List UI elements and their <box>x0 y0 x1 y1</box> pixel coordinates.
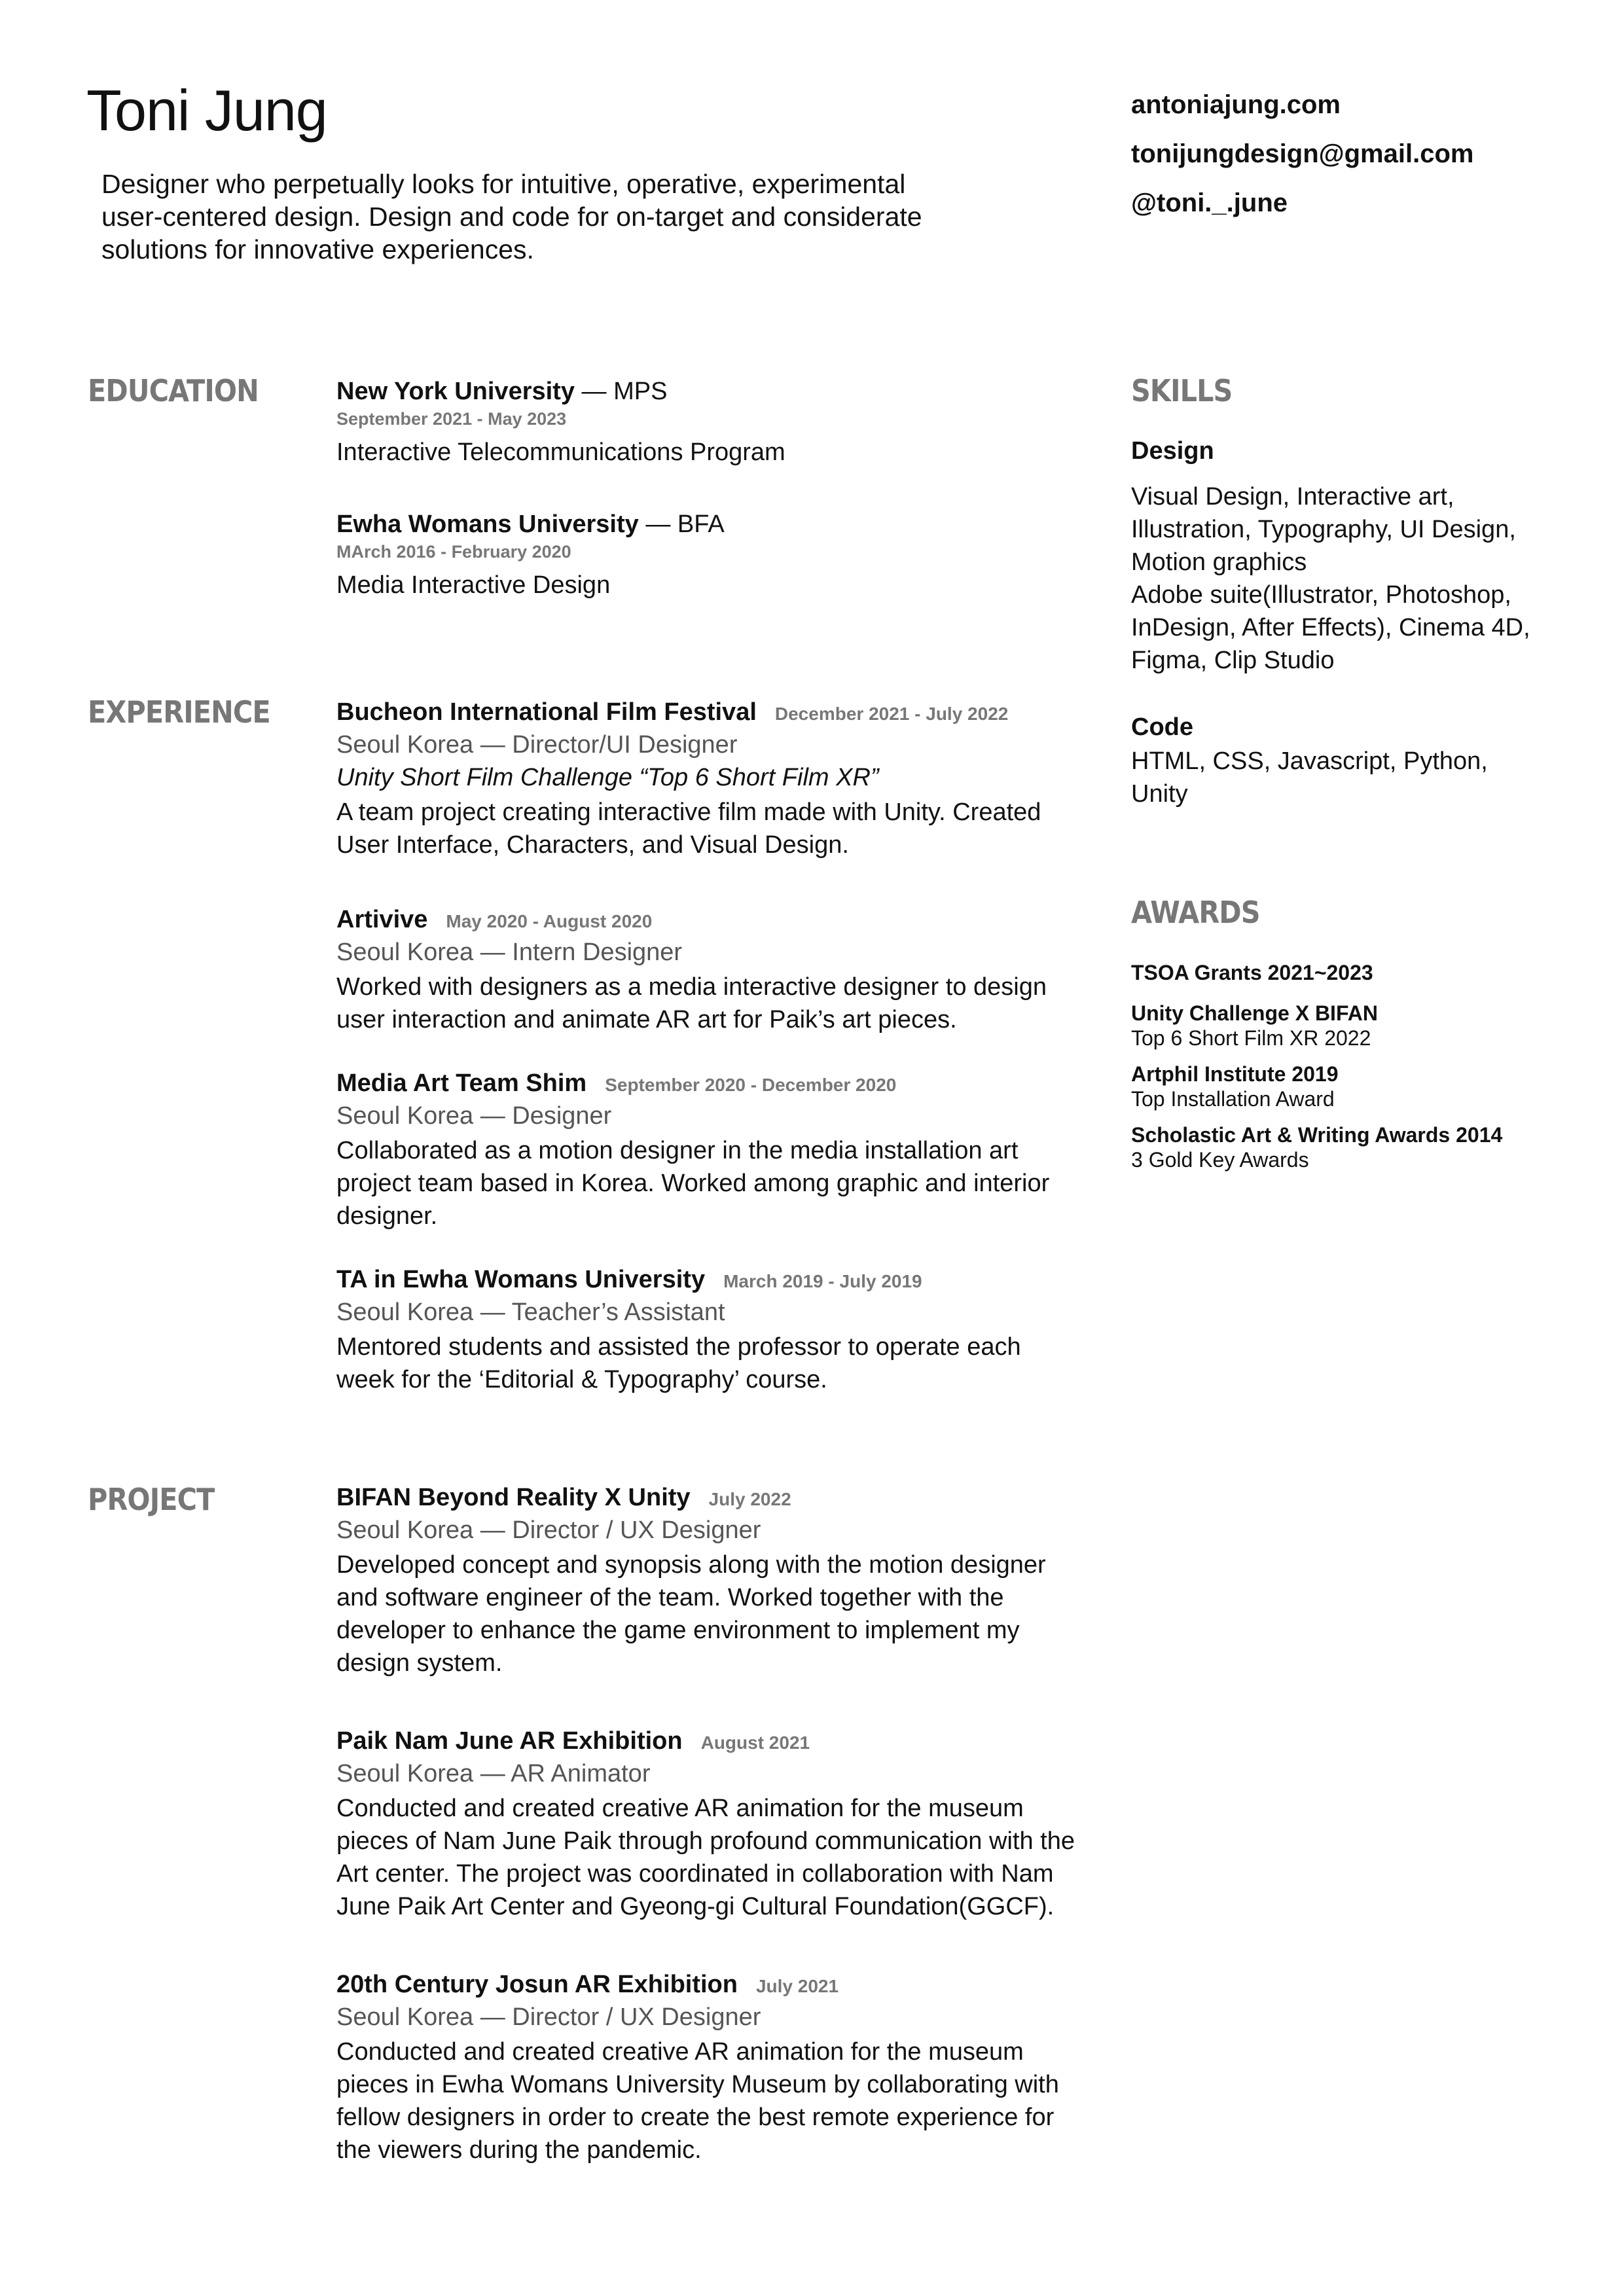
summary-line: user-centered design. Design and code for on-target and considerate <box>101 202 922 232</box>
project-item-title <box>336 1727 810 1755</box>
email-link[interactable]: tonijungdesign@gmail.com <box>1131 139 1474 168</box>
experience-dates: March 2019 - July 2019 <box>723 1271 922 1291</box>
experience-description <box>336 971 1047 1036</box>
project-dates: July 2022 <box>708 1489 791 1509</box>
education-program: Interactive Telecommunications Program <box>336 439 785 466</box>
project-description <box>336 1792 1075 1923</box>
description-line: User Interface, Characters, and Visual Design. <box>336 831 849 859</box>
skills-code-label: Code <box>1131 713 1193 741</box>
project-name: Paik Nam June AR Exhibition <box>336 1727 683 1755</box>
role-org: Bucheon International Film Festival <box>336 698 757 726</box>
project-description <box>336 2036 1059 2166</box>
experience-note: Unity Short Film Challenge “Top 6 Short Film XR” <box>336 764 879 791</box>
education-dates: MArch 2016 - February 2020 <box>336 542 571 562</box>
award-title: Artphil Institute 2019 <box>1131 1062 1339 1086</box>
description-line: pieces of Nam June Paik through profound communication with the <box>336 1827 1075 1855</box>
education-heading: EDUCATION <box>88 373 259 408</box>
description-line: Collaborated as a motion designer in the media installation art <box>336 1137 1019 1164</box>
social-handle-link[interactable]: @toni._.june <box>1131 188 1288 217</box>
award-title: TSOA Grants 2021~2023 <box>1131 961 1373 984</box>
summary-line: Designer who perpetually looks for intuitive, operative, experimental <box>101 169 906 199</box>
description-line: developer to enhance the game environment to implement my <box>336 1617 1020 1644</box>
experience-subtitle: Seoul Korea — Designer <box>336 1102 612 1130</box>
skill-line: Unity <box>1131 780 1188 808</box>
summary <box>101 168 1031 266</box>
project-dates: August 2021 <box>700 1732 810 1753</box>
experience-item-title <box>336 1266 922 1294</box>
project-subtitle: Seoul Korea — Director / UX Designer <box>336 1516 761 1544</box>
experience-item-title <box>336 1069 896 1098</box>
description-line: user interaction and animate AR art for Paik’s art pieces. <box>336 1006 957 1033</box>
description-line: designer. <box>336 1202 438 1230</box>
description-line: Developed concept and synopsis along with the motion designer <box>336 1551 1046 1579</box>
skill-line: Visual Design, Interactive art, <box>1131 483 1454 511</box>
school-name: Ewha Womans University <box>336 511 639 538</box>
skill-line: InDesign, After Effects), Cinema 4D, <box>1131 614 1530 641</box>
project-subtitle: Seoul Korea — Director / UX Designer <box>336 2003 761 2031</box>
skills-design-label: Design <box>1131 437 1214 465</box>
website-link[interactable]: antoniajung.com <box>1131 90 1341 119</box>
education-item-title <box>336 378 667 406</box>
degree: — MPS <box>574 378 668 405</box>
experience-subtitle: Seoul Korea — Teacher’s Assistant <box>336 1299 725 1326</box>
skills-heading: SKILLS <box>1131 373 1233 408</box>
description-line: Mentored students and assisted the professor to operate each <box>336 1333 1021 1361</box>
project-item-title <box>336 1484 791 1512</box>
project-name: 20th Century Josun AR Exhibition <box>336 1971 738 1998</box>
skill-line: Adobe suite(Illustrator, Photoshop, <box>1131 581 1511 609</box>
experience-description <box>336 1134 1049 1232</box>
project-name: BIFAN Beyond Reality X Unity <box>336 1484 691 1511</box>
award-detail: Top Installation Award <box>1131 1087 1335 1111</box>
candidate-name: Toni Jung <box>86 78 327 143</box>
role-org: Artivive <box>336 906 428 933</box>
awards-heading: AWARDS <box>1131 895 1260 930</box>
award-title: Scholastic Art & Writing Awards 2014 <box>1131 1123 1503 1147</box>
description-line: week for the ‘Editorial & Typography’ course. <box>336 1366 827 1393</box>
description-line: Worked with designers as a media interactive designer to design <box>336 973 1047 1001</box>
project-heading: PROJECT <box>88 1482 215 1517</box>
experience-subtitle: Seoul Korea — Intern Designer <box>336 939 683 966</box>
description-line: and software engineer of the team. Worked together with the <box>336 1584 1004 1611</box>
description-line: pieces in Ewha Womans University Museum by collaborating with <box>336 2071 1059 2098</box>
education-dates: September 2021 - May 2023 <box>336 409 567 429</box>
degree: — BFA <box>638 511 725 538</box>
award-detail: 3 Gold Key Awards <box>1131 1148 1309 1172</box>
project-description <box>336 1549 1046 1679</box>
project-subtitle: Seoul Korea — AR Animator <box>336 1760 651 1787</box>
experience-subtitle: Seoul Korea — Director/UI Designer <box>336 731 738 759</box>
description-line: fellow designers in order to create the best remote experience for <box>336 2104 1055 2131</box>
award-title: Unity Challenge X BIFAN <box>1131 1001 1378 1025</box>
experience-heading: EXPERIENCE <box>88 694 270 730</box>
education-program: Media Interactive Design <box>336 571 611 599</box>
description-line: project team based in Korea. Worked among graphic and interior <box>336 1170 1050 1197</box>
skill-line: Motion graphics <box>1131 548 1307 576</box>
school-name: New York University <box>336 378 575 405</box>
role-org: Media Art Team Shim <box>336 1069 587 1097</box>
skill-line: Illustration, Typography, UI Design, <box>1131 516 1516 543</box>
experience-dates: December 2021 - July 2022 <box>774 704 1009 724</box>
experience-dates: May 2020 - August 2020 <box>446 911 653 931</box>
skill-line: Figma, Clip Studio <box>1131 647 1335 674</box>
award-detail: Top 6 Short Film XR 2022 <box>1131 1026 1371 1050</box>
project-item-title <box>336 1971 839 1999</box>
experience-dates: September 2020 - December 2020 <box>605 1075 897 1095</box>
experience-description <box>336 1331 1021 1396</box>
project-dates: July 2021 <box>755 1976 839 1996</box>
experience-description <box>336 796 1041 861</box>
description-line: Conducted and created creative AR animation for the museum <box>336 2038 1024 2066</box>
description-line: June Paik Art Center and Gyeong-gi Cultural Foundation(GGCF). <box>336 1893 1055 1920</box>
description-line: Conducted and created creative AR animation for the museum <box>336 1795 1024 1822</box>
summary-line: solutions for innovative experiences. <box>101 234 534 264</box>
skill-line: HTML, CSS, Javascript, Python, <box>1131 747 1488 775</box>
role-org: TA in Ewha Womans University <box>336 1266 706 1293</box>
description-line: Art center. The project was coordinated in collaboration with Nam <box>336 1860 1054 1888</box>
experience-item-title <box>336 906 652 934</box>
skills-code-list <box>1131 745 1488 810</box>
description-line: design system. <box>336 1649 503 1677</box>
description-line: the viewers during the pandemic. <box>336 2136 702 2164</box>
education-item-title <box>336 511 725 539</box>
experience-item-title <box>336 698 1008 726</box>
skills-design-list <box>1131 480 1530 677</box>
description-line: A team project creating interactive film made with Unity. Created <box>336 798 1041 826</box>
